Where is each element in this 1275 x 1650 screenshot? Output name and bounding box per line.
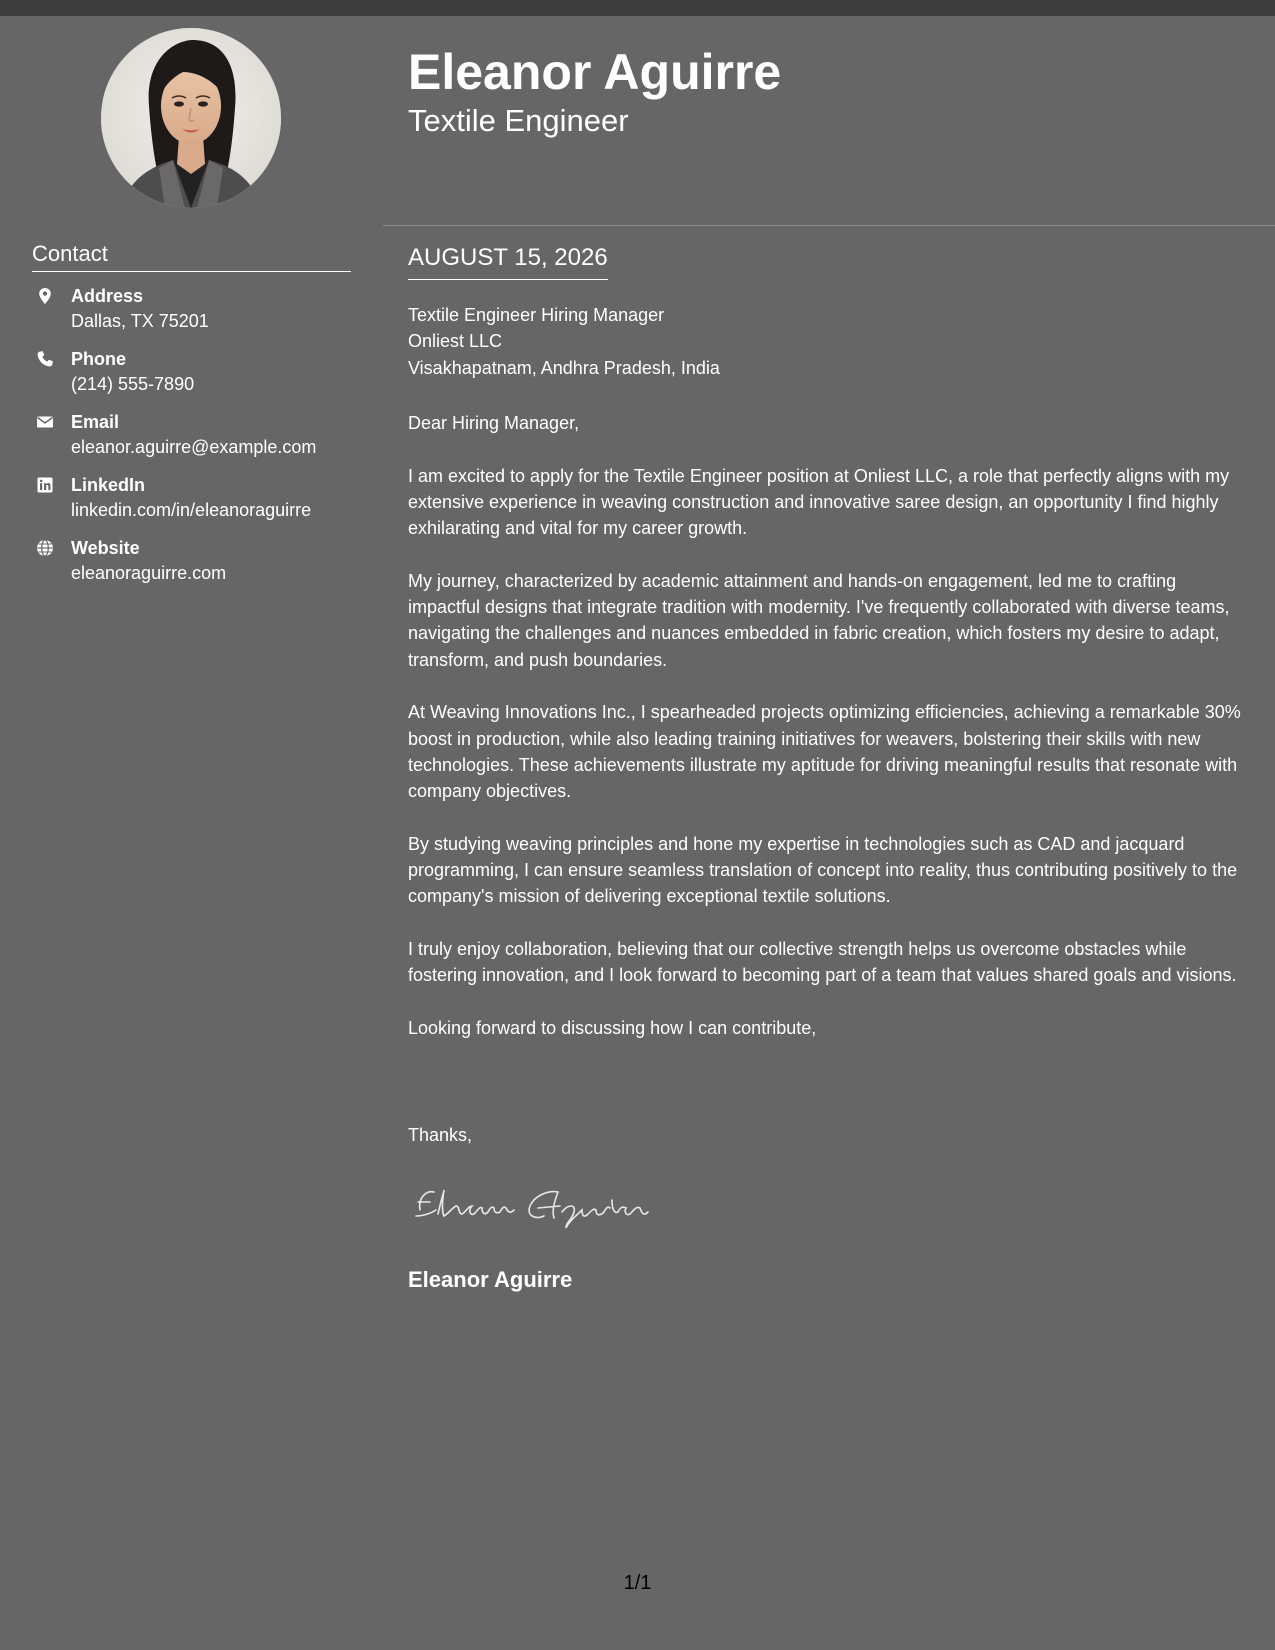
letter-paragraph: At Weaving Innovations Inc., I spearheaded projects optimizing efficiencies, achieving a remarkable 30% boost in production, while also leading training initiatives for weavers, bolstering their skills with new technologies. These achievements illustrate my aptitude for driving meaningful results that resonate with company objectives.: [408, 702, 1241, 802]
page-number: 1/1: [623, 1572, 652, 1594]
contact-item-email: [32, 410, 372, 473]
contact-value: eleanoraguirre.com: [71, 563, 227, 583]
letter-paragraph: Looking forward to discussing how I can contribute,: [408, 1017, 817, 1038]
header-divider: [383, 225, 1275, 226]
recipient-line: Visakhapatnam, Andhra Pradesh, India: [408, 357, 720, 378]
contact-label: Email: [71, 412, 120, 432]
contact-label: Address: [71, 286, 144, 306]
avatar: [101, 28, 281, 208]
contact-item-address: [32, 284, 372, 347]
envelope-icon: [36, 413, 54, 431]
recipient-line: Textile Engineer Hiring Manager: [408, 305, 665, 325]
recipient-block: [408, 302, 720, 381]
map-pin-icon: [36, 287, 54, 305]
contact-heading: Contact: [32, 240, 351, 272]
handwritten-signature: [408, 1176, 678, 1232]
contact-item-linkedin: [32, 473, 372, 536]
letter-body: [408, 410, 1250, 1067]
contact-item-phone: [32, 347, 372, 410]
linkedin-icon: [36, 476, 54, 494]
contact-label: Website: [71, 538, 140, 558]
letter-paragraph: I truly enjoy collaboration, believing that our collective strength helps us overcome obstacles while fostering innovation, and I look forward to becoming part of a team that values shared goals and visions.: [408, 938, 1237, 986]
sidebar: [0, 16, 383, 1650]
closing: Thanks,: [408, 1125, 473, 1145]
contact-value: (214) 555-7890: [71, 374, 195, 394]
candidate-name: Eleanor Aguirre: [408, 44, 782, 100]
contact-value: eleanor.aguirre@example.com: [71, 437, 317, 457]
job-title: Textile Engineer: [408, 103, 629, 138]
phone-icon: [36, 350, 54, 368]
recipient-line: Onliest LLC: [408, 331, 503, 352]
contact-list: [32, 284, 372, 599]
signer-name: Eleanor Aguirre: [408, 1267, 573, 1292]
contact-value: Dallas, TX 75201: [71, 311, 209, 331]
contact-label: LinkedIn: [71, 475, 146, 495]
profile-photo: [101, 28, 281, 208]
letter-paragraph: I am excited to apply for the Textile Engineer position at Onliest LLC, a role that perfectly aligns with my extensive experience in weaving construction and innovative saree design, an opportunity I find highly exhilarating and vital for my career growth.: [408, 465, 1230, 539]
letter-paragraph: My journey, characterized by academic attainment and hands-on engagement, led me to crafting impactful designs that integrate tradition with modernity. I've frequently collaborated with diverse teams, navigating the challenges and nuances embedded in fabric creation, which fosters my desire to adapt, transform, and push boundaries.: [408, 570, 1230, 670]
contact-value: linkedin.com/in/eleanoraguirre: [71, 500, 312, 520]
top-bar: [0, 0, 1275, 16]
contact-label: Phone: [71, 349, 127, 369]
letter-paragraph: By studying weaving principles and hone my expertise in technologies such as CAD and jacquard programming, I can ensure seamless translation of concept into reality, thus contributing positively to the company's mission of delivering exceptional textile solutions.: [408, 833, 1238, 907]
letter-date: AUGUST 15, 2026: [408, 243, 608, 280]
globe-icon: [36, 539, 54, 557]
salutation: Dear Hiring Manager,: [408, 413, 580, 433]
contact-item-website: [32, 536, 372, 599]
